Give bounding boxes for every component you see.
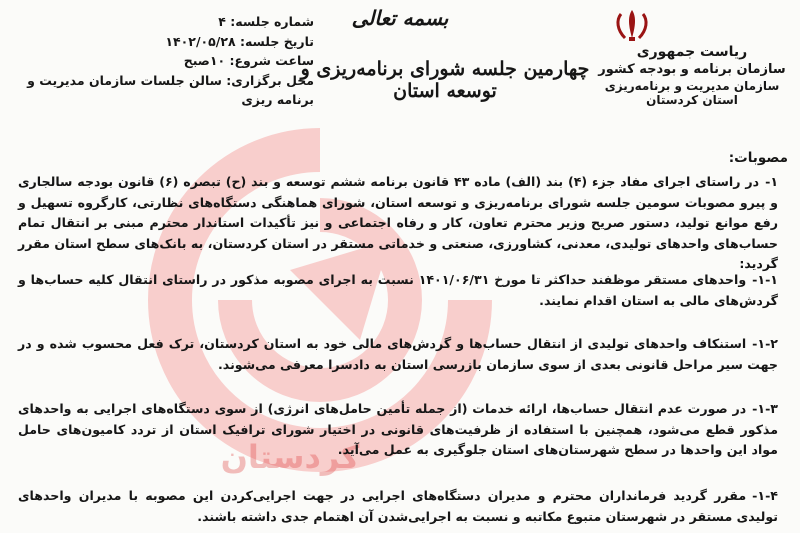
session-venue: محل برگزاری: سالن جلسات سازمان مدیریت و: [27, 72, 314, 88]
session-venue-cont: برنامه ریزی: [241, 92, 314, 107]
resolution-1-1: [18, 270, 778, 311]
iran-emblem-icon: [612, 8, 652, 42]
session-number: شماره جلسه: ۴: [218, 14, 314, 29]
resolution-number: ۱-۳-: [752, 401, 778, 416]
session-start-time: ساعت شروع: ۱۰صبح: [183, 53, 314, 68]
session-meta: [14, 12, 314, 110]
resolution-text: مقرر گردید فرمانداران محترم و مدیران دستگاه‌های اجرایی در جهت اجرایی‌کردن این مصوبه با مدیران واحدهای تولیدی مستقر در شهرستان متبوع مکاتبه و نسبت به اجرایی‌شدن آن اهتمام جدی داشته باشند.: [18, 488, 778, 524]
resolution-1-4: [18, 486, 778, 527]
resolution-number: ۱-: [765, 174, 778, 189]
resolution-text: استنکاف واحدهای تولیدی از انتقال حساب‌ها و گردش‌های مالی خود به استان کردستان، ترک فعل محسوب شده و در جهت سیر مراحل قانونی بعدی از سوی سازمان بازرسی استان به دادسرا معرفی می‌شوند.: [18, 336, 778, 372]
resolution-1-3: [18, 399, 778, 461]
resolutions-heading: مصوبات:: [728, 150, 788, 166]
organization-block: [592, 44, 792, 107]
resolution-text: در صورت عدم انتقال حساب‌ها، ارائه خدمات (از جمله تأمین حامل‌های انرژی) از سوی دستگاه‌های اجرایی به واحدهای مذکور قطع می‌شود، همچنین با استفاده از ظرفیت‌های قانونی در اختیار شورای ترافیک استان از تردد کامیون‌های حامل مواد این واحدها در سطح شهرستان‌های استان جلوگیری به عمل می‌آید.: [18, 401, 778, 457]
document-title: چهارمین جلسه شورای برنامه‌ریزی و توسعه استان: [300, 58, 590, 102]
resolution-1: [18, 172, 778, 275]
org-line-provincial-org: سازمان مدیریت و برنامه‌ریزی استان کردستان: [604, 79, 780, 107]
watermark-text: کردستان: [220, 438, 360, 476]
besmellah-text: بسمه تعالی: [351, 6, 449, 30]
resolution-text: واحدهای مستقر موظفند حداکثر تا مورخ ۱۴۰۱/۰۶/۳۱ نسبت به اجرای مصوبه مذکور در راستای انتقال کلیه حساب‌ها و گردش‌های مالی به استان اقدام نمایند.: [18, 272, 778, 308]
resolution-number: ۱-۱-: [752, 272, 778, 287]
org-line-budget-org: سازمان برنامه و بودجه کشور: [598, 62, 786, 77]
resolution-number: ۱-۲-: [752, 336, 778, 351]
session-date: تاریخ جلسه: ۱۴۰۲/۰۵/۲۸: [165, 33, 314, 49]
resolution-text: در راستای اجرای مفاد جزء (۴) بند (الف) ماده ۴۳ قانون برنامه ششم توسعه و بند (ح) تبصره (۶) قانون بودجه سالجاری و پیرو مصوبات سومین جلسه شورای برنامه‌ریزی و توسعه استان، شورای هماهنگی دستگاه‌های نظارتی، کارگروه تسهیل و رفع موانع تولید، دستور صریح وزیر محترم تعاون، کار و رفاه اجتماعی و نیز تأکیدات استاندار محترم مبنی بر انتقال تمام حساب‌های واحدهای تولیدی، معدنی، کشاورزی، صنعتی و خدماتی مستقر در استان کردستان، به بانک‌های سطح استان مقرر گردید:: [18, 174, 778, 271]
resolution-number: ۱-۴-: [752, 488, 778, 503]
resolution-1-2: [18, 334, 778, 375]
org-line-presidency: ریاست جمهوری: [636, 44, 748, 60]
